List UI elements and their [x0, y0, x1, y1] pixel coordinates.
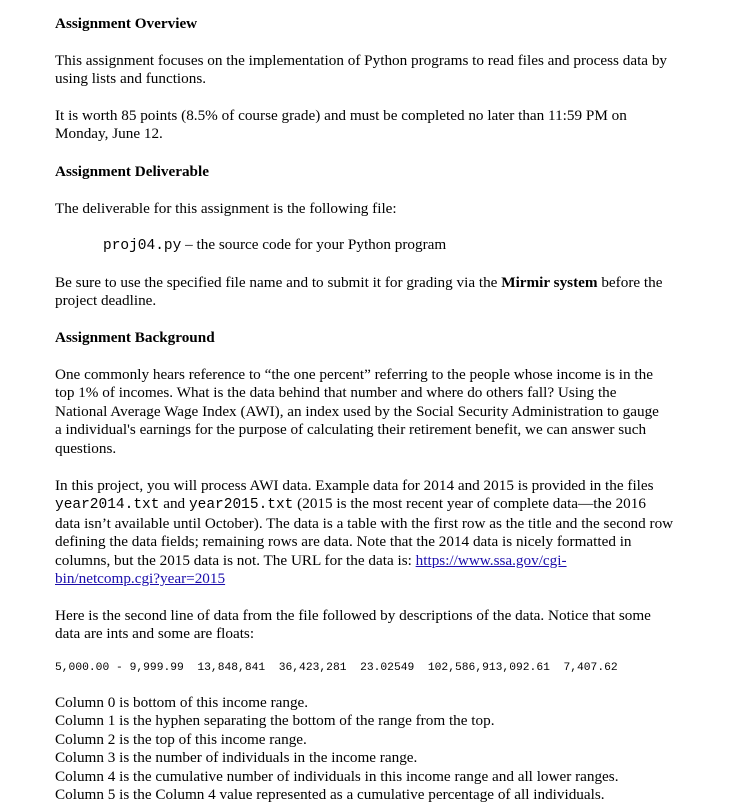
- data-url-link-continued[interactable]: bin/netcomp.cgi?year=2015: [55, 570, 226, 588]
- project-text: and: [159, 495, 189, 513]
- project-paragraph: [55, 477, 710, 588]
- column-description: Column 1 is the hyphen separating the bottom of the range from the top.: [55, 712, 495, 730]
- background-line: a individual's earnings for the purpose of calculating their retirement benefit, we can answer such: [55, 421, 647, 439]
- submit-paragraph: [55, 274, 710, 311]
- heading-assignment-deliverable: Assignment Deliverable: [55, 163, 209, 180]
- worth-paragraph: [55, 107, 710, 144]
- worth-line: It is worth 85 points (8.5% of course grade) and must be completed no later than 11:59 PM on: [55, 107, 627, 124]
- mirmir-system-text: Mirmir system: [501, 274, 598, 291]
- project-line: In this project, you will process AWI data. Example data for 2014 and 2015 is provided in the files: [55, 477, 654, 494]
- data-sample-line: 5,000.00 - 9,999.99 13,848,841 36,423,281 23.02549 102,586,913,092.61 7,407.62: [55, 662, 618, 674]
- heading-assignment-overview: Assignment Overview: [55, 15, 198, 32]
- project-line: [55, 495, 710, 514]
- deliverable-filename: proj04.py: [103, 238, 182, 254]
- second-line-paragraph: [55, 607, 710, 644]
- deliverable-intro: The deliverable for this assignment is the following file:: [55, 200, 397, 217]
- submit-line: [55, 274, 710, 292]
- worth-line: Monday, June 12.: [55, 125, 163, 143]
- heading-assignment-background: Assignment Background: [55, 329, 215, 346]
- project-line: data isn’t available until October). The data is a table with the first row as the title and the second row: [55, 514, 674, 532]
- project-text: columns, but the 2015 data is not. The URL for the data is:: [55, 551, 416, 569]
- second-line-text: Here is the second line of data from the file followed by descriptions of the data. Notice that some: [55, 607, 651, 624]
- background-paragraph: [55, 366, 710, 458]
- column-description: Column 3 is the number of individuals in the income range.: [55, 749, 418, 767]
- column-description: Column 0 is bottom of this income range.: [55, 694, 309, 711]
- project-line: [55, 552, 710, 570]
- background-line: questions.: [55, 439, 117, 457]
- column-description: Column 4 is the cumulative number of individuals in this income range and all lower ranges.: [55, 767, 619, 785]
- background-line: One commonly hears reference to “the one percent” referring to the people whose income is in the: [55, 366, 653, 383]
- submit-line: project deadline.: [55, 292, 157, 310]
- background-line: top 1% of incomes. What is the data behind that number and where do others fall? Using the: [55, 384, 617, 402]
- data-url-link[interactable]: https://www.ssa.gov/cgi-: [415, 551, 567, 569]
- project-line: [55, 570, 710, 588]
- submit-text: before the: [597, 274, 663, 291]
- overview-paragraph: [55, 52, 710, 89]
- deliverable-file-description: – the source code for your Python program: [181, 236, 447, 253]
- column-description: Column 5 is the Column 4 value represented as a cumulative percentage of all individuals.: [55, 786, 605, 804]
- column-descriptions: [55, 694, 710, 804]
- year2015-filename: year2015.txt: [188, 497, 294, 514]
- project-line: defining the data fields; remaining rows are data. Note that the 2014 data is nicely formatted in: [55, 533, 632, 551]
- overview-line: using lists and functions.: [55, 70, 207, 88]
- deliverable-file: [103, 236, 703, 255]
- project-text: (2015 is the most recent year of complete data—the 2016: [293, 495, 646, 513]
- year2014-filename: year2014.txt: [55, 497, 160, 514]
- column-description: Column 2 is the top of this income range.: [55, 730, 307, 748]
- second-line-text: data are ints and some are floats:: [55, 625, 255, 643]
- overview-line: This assignment focuses on the implementation of Python programs to read files and process data by: [55, 52, 668, 69]
- submit-text: Be sure to use the specified file name and to submit it for grading via the: [55, 274, 502, 291]
- background-line: National Average Wage Index (AWI), an index used by the Social Security Administration to gauge: [55, 402, 659, 420]
